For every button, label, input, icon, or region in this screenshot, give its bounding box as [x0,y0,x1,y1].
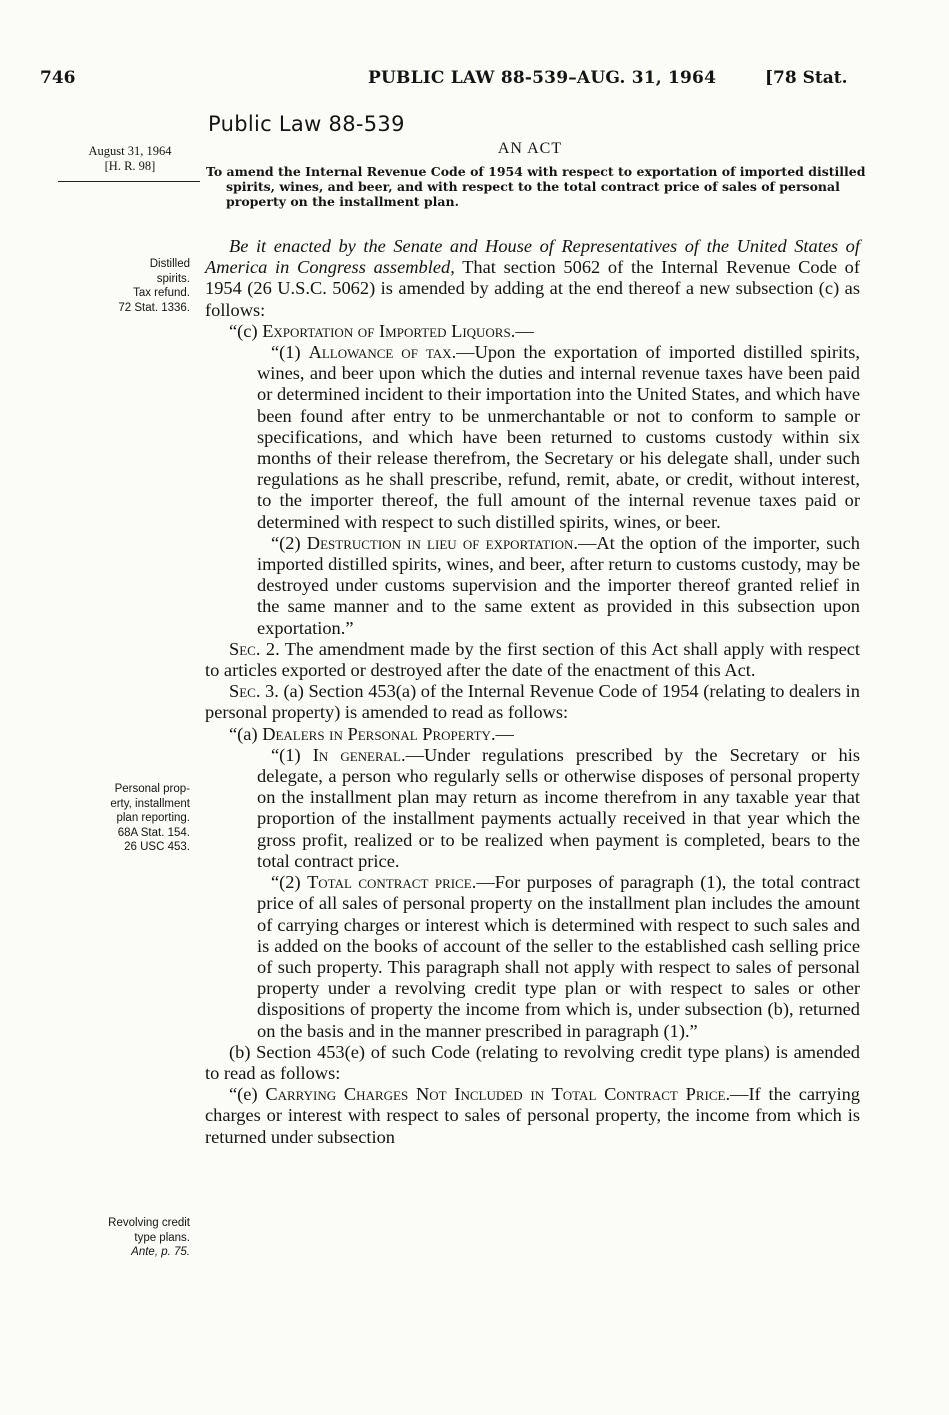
section-label: Sec. 3. [229,681,279,702]
subsection-heading: Dealers in Personal Property. [262,723,496,744]
law-title: Public Law 88-539 [208,112,405,136]
paragraph-heading: Destruction in lieu of exportation. [306,532,578,553]
section-2 [205,639,860,681]
margin-line: Personal prop- [114,783,190,795]
margin-line: 68A Stat. 154. [117,826,190,839]
clause-marker: “(1) [271,342,301,363]
subsection-heading: Exportation of Imported Liquors. [262,320,516,341]
section-text: The amendment made by the first section of this Act shall apply with respect to articles exported or destroyed after the date of the enactment of this Act. [205,638,860,681]
margin-line: Tax refund. [133,287,190,299]
margin-line: plan reporting. [116,812,190,824]
subsection-heading: Carrying Charges Not Included in Total Contract Price. [265,1084,731,1105]
margin-line: spirits. [156,272,190,285]
clause-marker: “(e) [229,1084,258,1105]
clause-marker: “(c) [229,320,258,341]
header-rule [58,181,200,182]
section-1-text: That section 5062 of the Internal Revenue Code of 1954 (26 U.S.C. 5062) is amended by adding at the end thereof a new subsection (c) as follows: [205,257,860,320]
paragraph-a2 [205,872,860,1042]
paragraph-text: —At the option of the importer, such imported distilled spirits, wines, and beer, after return to customs custody, may be destroyed under customs supervision and the importer thereof granted relief in the same manner and to the same extent as provided in this subsection upon exportation.” [257,532,860,638]
section-1 [205,236,860,321]
clause-marker: “(a) [229,723,258,744]
section-text: (a) Section 453(a) of the Internal Revenue Code of 1954 (relating to dealers in personal property) is amended to read as follows: [205,681,860,723]
subsection-b: (b) Section 453(e) of such Code (relating to revolving credit type plans) is amended to read as follows: [205,1041,860,1083]
margin-line: erty, installment [110,797,190,810]
dash: — [515,320,534,341]
subsection-a [205,724,860,745]
paragraph-text: —Upon the exportation of imported distilled spirits, wines, and beer upon which the duties and internal revenue taxes have been paid or determined incident to their importation into the United States, and which have been found after entry to be unmerchantable or not to conform to sample or specifications, and which have been returned to customs custody within six months of their release therefrom, the Secretary or his delegate shall, under such regulations as he shall prescribe, refund, remit, abate, or credit, without interest, to the importer thereof, the full amount of the internal revenue taxes paid or determined with respect to such distilled spirits, wines, or beer. [257,342,860,532]
section-3 [205,681,860,723]
paragraph-heading: Allowance of tax. [308,342,457,363]
clause-marker: “(2) [271,532,301,553]
dash: — [495,723,514,744]
margin-line: Ante, p. 75. [131,1246,190,1258]
act-body [205,236,860,1148]
page-number: 746 [40,68,76,88]
margin-note-personal-property [40,782,190,855]
enactment-date: August 31, 1964 [88,144,172,158]
paragraph-c2 [205,533,860,639]
paragraph-text: —Under regulations prescribed by the Secretary or his delegate, a person who regularly sells or otherwise disposes of personal property on the installment plan may return as income therefrom in any taxable year that proportion of the installment payments actually received in that year which the gross profit, realized or to be realized when payment is completed, bears to the total contract price. [257,744,860,871]
paragraph-c1 [205,342,860,533]
paragraph-heading: In general. [312,744,406,765]
subsection-e [205,1084,860,1148]
margin-line: 72 Stat. 1336. [118,301,190,314]
running-header [0,64,949,94]
margin-line: 26 USC 453. [124,841,190,853]
running-title: PUBLIC LAW 88-539–AUG. 31, 1964 [368,68,717,88]
an-act-heading: AN ACT [497,140,563,157]
subsection-c [205,321,860,342]
enacting-clause: Be it enacted by the Senate and House of Representatives of the United States of America in Congress assembled, [205,236,860,278]
section-label: Sec. 2. [229,638,280,659]
paragraph-text: —For purposes of paragraph (1), the total contract price of all sales of personal property on the installment plan includes the amount of carrying charges or interest which is determined with respect to such sales and is added on the books of account of the seller to the established cash selling price of such property. This paragraph shall not apply with respect to sales of personal property under a revolving credit type plan or with respect to sales or other dispositions of property the income from which is, under subsection (b), returned on the basis and in the manner prescribed in paragraph (1).” [257,872,860,1041]
clause-marker: “(1) [271,744,301,765]
margin-note-distilled-spirits [40,257,190,315]
act-purpose: To amend the Internal Revenue Code of 1954 with respect to exportation of imported distilled spirits, wines, and beer, and with respect to the total contract price of sales of personal property on the installment plan. [206,164,866,209]
subsection-text: —If the carrying charges or interest with respect to sales of personal property, the income from which is returned under subsection [205,1084,860,1147]
clause-marker: “(2) [271,872,301,893]
paragraph-heading: Total contract price. [307,872,477,893]
paragraph-a1 [205,745,860,872]
bill-number: [H. R. 98] [104,159,156,173]
margin-line: Revolving credit [108,1217,190,1229]
statute-reference: [78 Stat. [765,68,848,88]
margin-line: type plans. [134,1231,190,1244]
margin-note-revolving-credit [40,1216,190,1260]
enactment-date-note [70,144,190,174]
margin-line: Distilled [149,258,190,270]
